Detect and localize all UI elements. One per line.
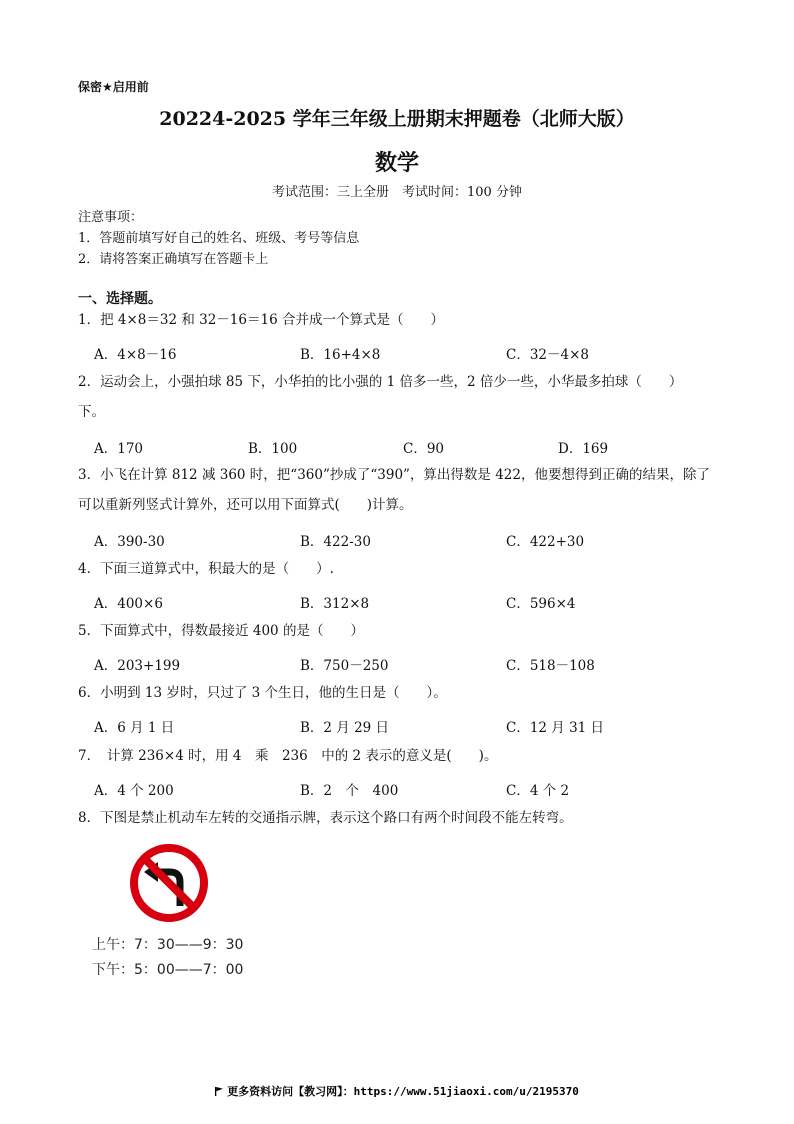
flag-icon	[215, 1087, 223, 1096]
q7-option-c: C．4 个 2	[506, 783, 570, 799]
question-3-cont: 可以重新列竖式计算外，还可以用下面算式( )计算。	[78, 497, 413, 513]
q6-option-b: B．2 月 29 日	[300, 720, 390, 736]
section-title: 一、选择题。	[78, 291, 162, 307]
q3-option-c: C．422+30	[506, 534, 585, 550]
restriction-time-am: 上午：7：30——9：30	[92, 937, 244, 953]
q5-option-b: B．750－250	[300, 658, 389, 674]
note-item-2: 2．请将答案正确填写在答题卡上	[78, 252, 269, 267]
question-3: 3．小飞在计算 812 减 360 时，把“360”抄成了“390”，算出得数是 422，他要想得到正确的结果，除了	[78, 467, 710, 483]
question-2: 2．运动会上，小强拍球 85 下，小华拍的比小强的 1 倍多一些，2 倍少一些，小华最多拍球（ ）	[78, 374, 683, 390]
q6-option-a: A．6 月 1 日	[94, 720, 175, 736]
footer-text: 更多资料访问【教习网】：https://www.51jiaoxi.com/u/2195370	[227, 1085, 579, 1098]
q2-option-a: A．170	[94, 441, 144, 457]
q5-option-c: C．518－108	[506, 658, 595, 674]
question-4: 4．下面三道算式中，积最大的是（ ）.	[78, 561, 334, 577]
exam-info: 考试范围：三上全册 考试时间：100 分钟	[272, 185, 522, 200]
q3-option-b: B．422-30	[300, 534, 371, 550]
question-6: 6．小明到 13 岁时，只过了 3 个生日，他的生日是（ ）。	[78, 685, 447, 701]
q6-option-c: C．12 月 31 日	[506, 720, 605, 736]
q4-option-c: C．596×4	[506, 596, 576, 612]
note-item-1: 1．答题前填写好自己的姓名、班级、考号等信息	[78, 231, 360, 246]
question-7: 7． 计算 236×4 时，用 4 乘 236 中的 2 表示的意义是( )。	[78, 748, 498, 764]
question-1: 1．把 4×8＝32 和 32－16＝16 合并成一个算式是（ ）	[78, 312, 444, 328]
notes-heading: 注意事项：	[78, 210, 144, 225]
q1-option-c: C．32－4×8	[506, 347, 589, 363]
question-5: 5．下面算式中，得数最接近 400 的是（ ）	[78, 623, 364, 639]
subject-title: 数学	[374, 150, 419, 176]
q7-option-a: A．4 个 200	[94, 783, 174, 799]
q2-option-d: D．169	[558, 441, 609, 457]
q2-option-b: B．100	[248, 441, 298, 457]
q1-option-b: B．16+4×8	[300, 347, 381, 363]
q4-option-a: A．400×6	[94, 596, 163, 612]
footer-link[interactable]	[0, 1083, 794, 1099]
q2-option-c: C．90	[403, 441, 445, 457]
q4-option-b: B．312×8	[300, 596, 370, 612]
q3-option-a: A．390-30	[94, 534, 165, 550]
exam-title: 20224-2025 学年三年级上册期末押题卷（北师大版）	[159, 108, 635, 130]
q1-option-a: A．4×8－16	[94, 347, 177, 363]
question-8: 8．下图是禁止机动车左转的交通指示牌，表示这个路口有两个时间段不能左转弯。	[78, 810, 573, 826]
q5-option-a: A．203+199	[94, 658, 181, 674]
restriction-time-pm: 下午：5：00——7：00	[92, 962, 244, 978]
secret-mark: 保密★启用前	[78, 80, 149, 94]
no-left-turn-sign-icon	[128, 842, 210, 924]
question-2-cont: 下。	[78, 404, 105, 420]
q7-option-b: B．2 个 400	[300, 783, 399, 799]
